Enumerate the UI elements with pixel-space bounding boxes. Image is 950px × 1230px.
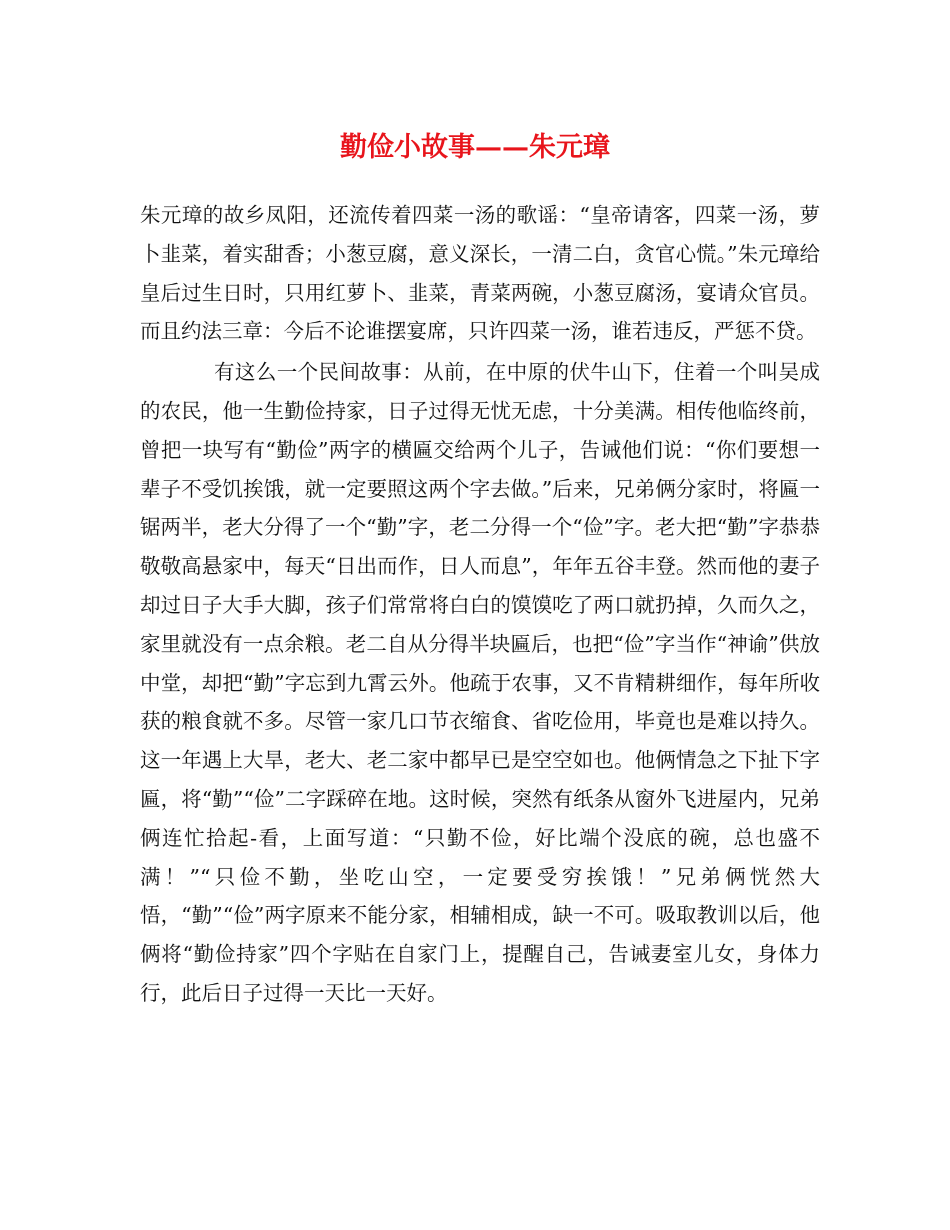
document-body <box>140 196 820 1013</box>
paragraph-1: 朱元璋的故乡凤阳，还流传着四菜一汤的歌谣：“皇帝请客，四菜一汤，萝卜韭菜，着实甜香；小葱豆腐，意义深长，一清二白，贪官心慌。”朱元璋给皇后过生日时，只用红萝卜、韭菜，青菜两碗，小葱豆腐汤，宴请众官员。而且约法三章：今后不论谁摆宴席，只许四菜一汤，谁若违反，严惩不贷。 <box>140 203 820 344</box>
document-title: 勤俭小故事——朱元璋 <box>340 132 610 163</box>
paragraph-2: 有这么一个民间故事：从前，在中原的伏牛山下，住着一个叫吴成的农民，他一生勤俭持家，日子过得无忧无虑，十分美满。相传他临终前，曾把一块写有“勤俭”两字的横匾交给两个儿子，告诫他们说：“你们要想一辈子不受饥挨饿，就一定要照这两个字去做。”后来，兄弟俩分家时，将匾一锯两半，老大分得了一个“勤”字，老二分得一个“俭”字。老大把“勤”字恭恭敬敬高悬家中，每天“日出而作，日人而息”，年年五谷丰登。然而他的妻子却过日子大手大脚，孩子们常常将白白的馍馍吃了两口就扔掉，久而久之，家里就没有一点余粮。老二自从分得半块匾后，也把“俭”字当作“神谕”供放中堂，却把“勤”字忘到九霄云外。他疏于农事，又不肯精耕细作，每年所收获的粮食就不多。尽管一家几口节衣缩食、省吃俭用，毕竟也是难以持久。这一年遇上大旱，老大、老二家中都早已是空空如也。他俩情急之下扯下字匾，将“勤”“俭”二字踩碎在地。这时候，突然有纸条从窗外飞进屋内，兄弟俩连忙拾起-看，上面写道：“只勤不俭，好比端个没底的碗，总也盛不满！”“只俭不勤，坐吃山空，一定要受穷挨饿！”兄弟俩恍然大悟，“勤”“俭”两字原来不能分家，相辅相成，缺一不可。吸取教训以后，他俩将“勤俭持家”四个字贴在自家门上，提醒自己，告诫妻室儿女，身体力行，此后日子过得一天比一天好。 <box>140 360 820 1005</box>
